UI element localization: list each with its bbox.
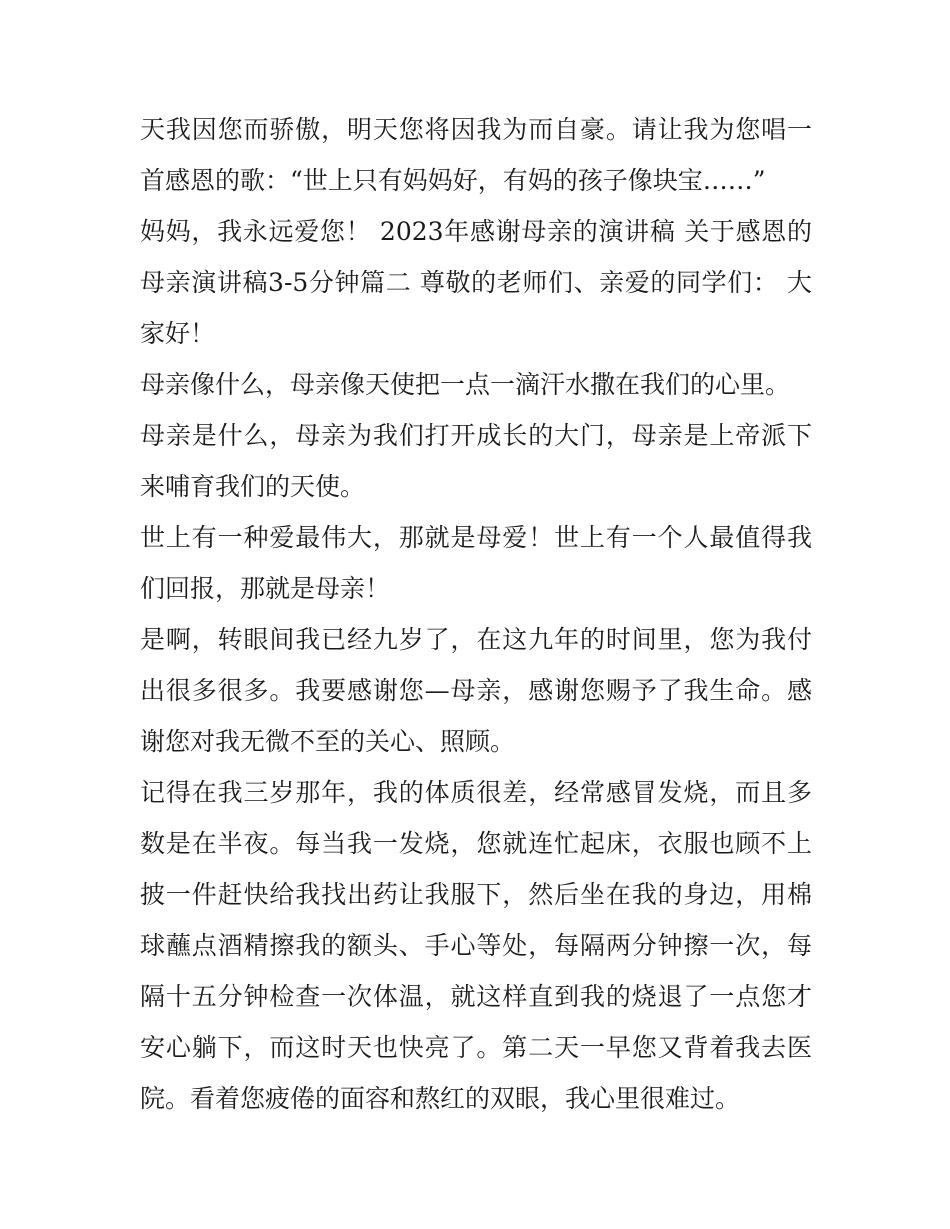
paragraph-3: 母亲像什么，母亲像天使把一点一滴汗水撒在我们的心里。 xyxy=(140,370,791,399)
paragraph-5: 世上有一种爱最伟大，那就是母爱！世上有一个人最值得我们回报，那就是母亲！ xyxy=(140,523,812,603)
paragraph-1: 天我因您而骄傲，明天您将因我为而自豪。请让我为您唱一首感恩的歌：“世上只有妈妈好，有妈的孩子像块宝……” xyxy=(140,115,812,195)
paragraph-6: 是啊，转眼间我已经九岁了，在这九年的时间里，您为我付出很多很多。我要感谢您—母亲，感谢您赐予了我生命。感谢您对我无微不至的关心、照顾。 xyxy=(140,625,812,756)
document-body xyxy=(140,104,812,1124)
paragraph-4: 母亲是什么，母亲为我们打开成长的大门，母亲是上帝派下来哺育我们的天使。 xyxy=(140,421,812,501)
paragraph-7: 记得在我三岁那年，我的体质很差，经常感冒发烧，而且多数是在半夜。每当我一发烧，您就连忙起床，衣服也顾不上披一件赶快给我找出药让我服下，然后坐在我的身边，用棉球蘸点酒精擦我的额头、手心等处，每隔两分钟擦一次，每隔十五分钟检查一次体温，就这样直到我的烧退了一点您才安心躺下，而这时天也快亮了。第二天一早您又背着我去医院。看着您疲倦的面容和熬红的双眼，我心里很难过。 xyxy=(140,778,812,1113)
paragraph-2: 妈妈，我永远爱您！ 2023年感谢母亲的演讲稿 关于感恩的母亲演讲稿3-5分钟篇二 尊敬的老师们、亲爱的同学们： 大家好！ xyxy=(140,217,812,348)
